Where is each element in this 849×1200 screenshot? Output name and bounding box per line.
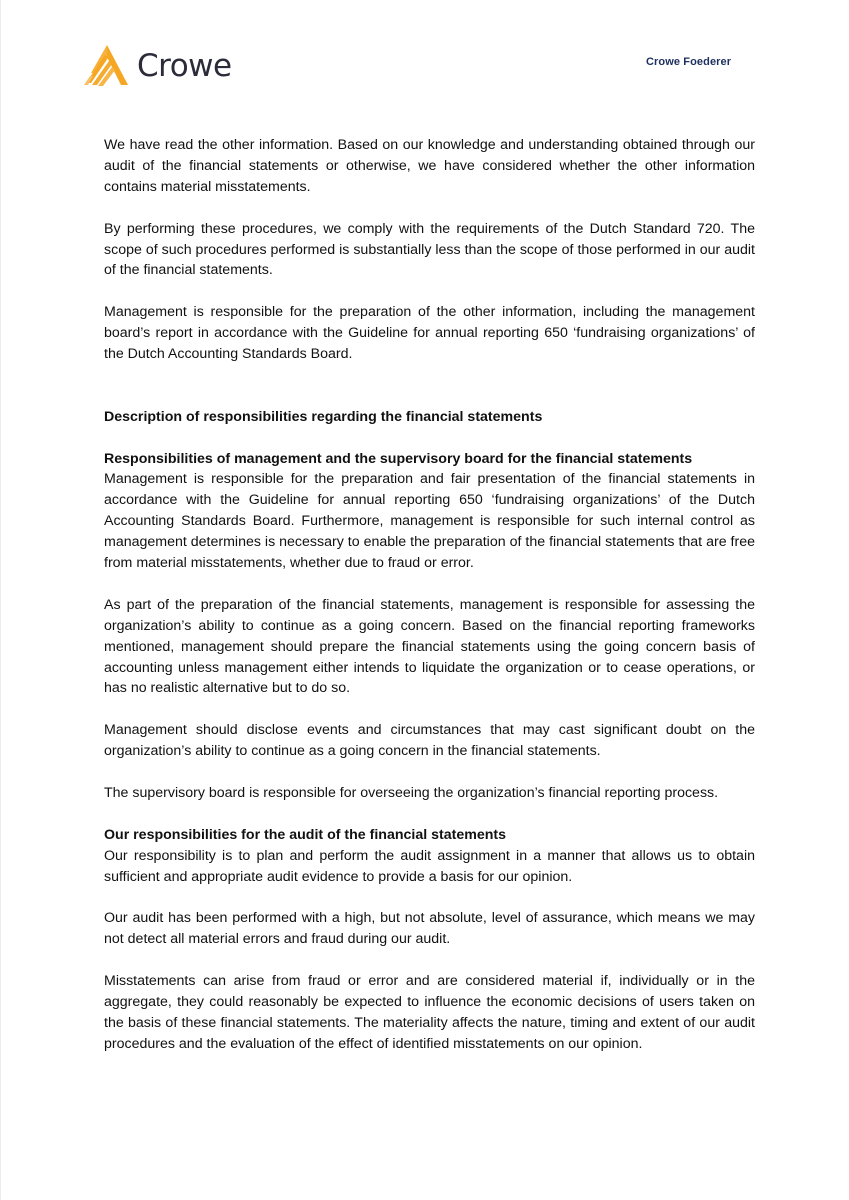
paragraph-audit-responsibility: Our responsibility is to plan and perform the audit assignment in a manner that allows us to obtain sufficient and appropriate audit evidence to provide a basis for our opinion. <box>104 847 755 885</box>
document-body <box>104 135 755 1076</box>
auditor-responsibilities-heading: Our responsibilities for the audit of the financial statements <box>104 826 507 843</box>
section-spacer <box>104 386 755 407</box>
paragraph-going-concern-assessment: As part of the preparation of the financial statements, management is responsible for assessing the organization’s ability to continue as a going concern. Based on the financial reporting frameworks mentioned, management should prepare the financial statements using the going concern basis of accounting unless management either intends to liquidate the organization or to cease operations, or has no realistic alternative but to do so. <box>104 596 755 697</box>
crowe-logo <box>81 42 232 88</box>
firm-name: Crowe Foederer <box>646 56 732 68</box>
paragraph-dutch-standard-720: By performing these procedures, we comply with the requirements of the Dutch Standard 720. The scope of such procedures performed is substantially less than the scope of those performed in our audit of the financial statements. <box>104 220 755 279</box>
paragraph-management-other-information: Management is responsible for the preparation of the other information, including the management board’s report in accordance with the Guideline for annual reporting 650 ‘fundraising organizations’ of the Dutch Accounting Standards Board. <box>104 304 755 363</box>
management-responsibilities-heading: Responsibilities of management and the supervisory board for the financial statements <box>104 450 693 467</box>
crowe-wordmark: Crowe <box>137 47 232 84</box>
paragraph-materiality: Misstatements can arise from fraud or error and are considered material if, individually or in the aggregate, they could reasonably be expected to influence the economic decisions of users taken on the basis of these financial statements. The materiality affects the nature, timing and extent of our audit procedures and the evaluation of the effect of identified misstatements on our opinion. <box>104 973 755 1052</box>
paragraph-management-fair-presentation: Management is responsible for the preparation and fair presentation of the financial statements in accordance with the Guideline for annual reporting 650 ‘fundraising organizations’ of the Dutch Accounting Standards Board. Furthermore, management is responsible for such internal control as management determines is necessary to enable the preparation of the financial statements that are free from material misstatements, whether due to fraud or error. <box>104 471 755 572</box>
paragraph-supervisory-board: The supervisory board is responsible for overseeing the organization’s financial reporting process. <box>104 784 719 801</box>
paragraph-level-of-assurance: Our audit has been performed with a high, but not absolute, level of assurance, which means we may not detect all material errors and fraud during our audit. <box>104 910 755 948</box>
paragraph-other-information-read: We have read the other information. Based on our knowledge and understanding obtained through our audit of the financial statements or otherwise, we have considered whether the other information contains material misstatements. <box>104 137 755 195</box>
crowe-chevron-logo-icon <box>81 43 131 87</box>
paragraph-going-concern-disclosure: Management should disclose events and circumstances that may cast significant doubt on the organization’s ability to continue as a going concern in the financial statements. <box>104 722 755 760</box>
section-heading: Description of responsibilities regarding the financial statements <box>104 408 543 425</box>
